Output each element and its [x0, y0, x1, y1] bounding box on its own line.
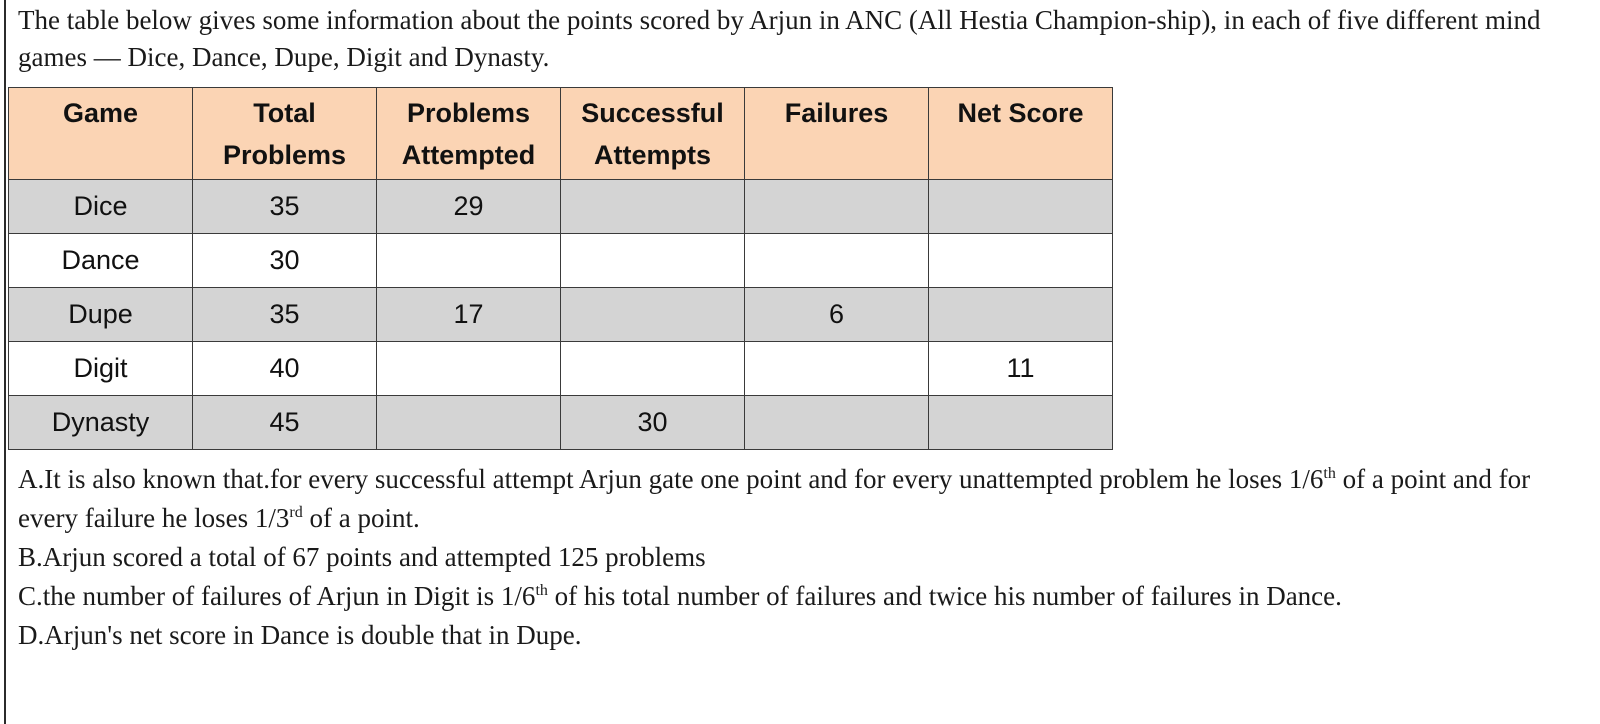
table-header-row	[9, 88, 1113, 180]
cell-total-problems: 35	[193, 180, 377, 234]
cell-total-problems: 40	[193, 342, 377, 396]
cell-problems-attempted	[377, 342, 561, 396]
cell-successful-attempts	[561, 342, 745, 396]
cell-failures	[745, 342, 929, 396]
cell-problems-attempted: 17	[377, 288, 561, 342]
cell-problems-attempted: 29	[377, 180, 561, 234]
left-border-line	[4, 0, 6, 724]
cell-failures	[745, 234, 929, 288]
score-table	[8, 87, 1113, 450]
header-game: Game	[9, 88, 193, 180]
cell-successful-attempts	[561, 234, 745, 288]
cell-game: Dance	[9, 234, 193, 288]
condition-a: A.It is also known that.for every successful attempt Arjun gate one point and for every unattempted problem he loses 1/6th of a point and for every failure he loses 1/3rd of a point.	[18, 464, 1531, 533]
table-row	[9, 342, 1113, 396]
cell-net-score	[929, 180, 1113, 234]
table-row	[9, 288, 1113, 342]
cell-total-problems: 30	[193, 234, 377, 288]
cell-failures	[745, 396, 929, 450]
cell-successful-attempts: 30	[561, 396, 745, 450]
header-total-problems: Total Problems	[193, 88, 377, 180]
cell-game: Dice	[9, 180, 193, 234]
table-row	[9, 396, 1113, 450]
cell-successful-attempts	[561, 180, 745, 234]
cell-total-problems: 45	[193, 396, 377, 450]
intro-paragraph: The table below gives some information about the points scored by Arjun in ANC (All Hestia Champion-ship), in each of five different mind games — Dice, Dance, Dupe, Digit and Dynasty.	[18, 5, 1541, 72]
cell-game: Dupe	[9, 288, 193, 342]
cell-net-score	[929, 288, 1113, 342]
cell-game: Digit	[9, 342, 193, 396]
header-failures: Failures	[745, 88, 929, 180]
conditions-block	[18, 460, 1583, 655]
cell-failures: 6	[745, 288, 929, 342]
condition-d: D.Arjun's net score in Dance is double that in Dupe.	[18, 620, 582, 650]
cell-total-problems: 35	[193, 288, 377, 342]
cell-problems-attempted	[377, 396, 561, 450]
condition-c: C.the number of failures of Arjun in Digit is 1/6th of his total number of failures and twice his number of failures in Dance.	[18, 581, 1342, 611]
header-successful-attempts: Successful Attempts	[561, 88, 745, 180]
header-problems-attempted: Problems Attempted	[377, 88, 561, 180]
table-row	[9, 180, 1113, 234]
cell-net-score	[929, 396, 1113, 450]
cell-successful-attempts	[561, 288, 745, 342]
cell-game: Dynasty	[9, 396, 193, 450]
cell-net-score	[929, 234, 1113, 288]
condition-b: B.Arjun scored a total of 67 points and attempted 125 problems	[18, 542, 706, 572]
cell-failures	[745, 180, 929, 234]
header-net-score: Net Score	[929, 88, 1113, 180]
cell-net-score: 11	[929, 342, 1113, 396]
cell-problems-attempted	[377, 234, 561, 288]
table-row	[9, 234, 1113, 288]
